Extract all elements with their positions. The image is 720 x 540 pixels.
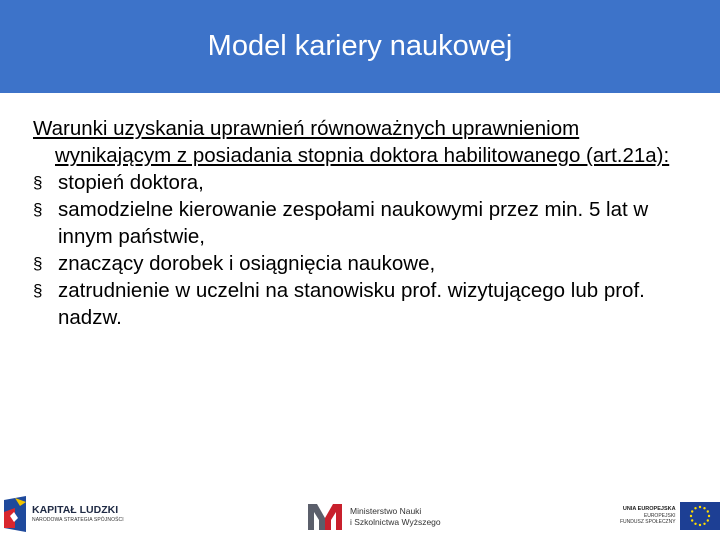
bullet-item: [33, 250, 698, 277]
bullet-text: samodzielne kierowanie zespołami naukowymi przez min. 5 lat w innym państwie,: [58, 198, 649, 248]
bullet-text: zatrudnienie w uczelni na stanowisku prof. wizytującego lub prof. nadzw.: [58, 279, 645, 329]
ministry-emblem-icon: [308, 504, 342, 530]
eu-logo: [620, 502, 720, 530]
bullet-item: [33, 169, 698, 196]
bullet-item: [33, 277, 698, 331]
eu-fund-line2: FUNDUSZ SPOŁECZNY: [620, 518, 676, 525]
kapital-ludzki-logo: [2, 494, 124, 534]
bullet-text: stopień doktora,: [58, 171, 204, 194]
eu-flag-icon: [680, 502, 720, 530]
ministry-name-line2: i Szkolnictwa Wyższego: [350, 517, 441, 527]
section-sign-bullet: §: [33, 200, 43, 219]
section-sign-bullet: §: [33, 281, 43, 300]
slide-content: [33, 115, 698, 331]
slide-title: Model kariery naukowej: [207, 30, 513, 62]
bullet-list: [33, 169, 698, 331]
kapital-ludzki-emblem-icon: [2, 494, 28, 534]
eu-fund-line1: EUROPEJSKI: [643, 512, 676, 519]
ministry-name-line1: Ministerstwo Nauki: [350, 506, 422, 516]
title-bar: [0, 0, 720, 93]
kapital-ludzki-subtitle: NARODOWA STRATEGIA SPÓJNOŚCI: [32, 516, 124, 523]
section-sign-bullet: §: [33, 173, 43, 192]
section-sign-bullet: §: [33, 254, 43, 273]
eu-name: UNIA EUROPEJSKA: [622, 506, 676, 513]
ministry-logo: [308, 504, 441, 530]
bullet-item: [33, 196, 698, 250]
footer-logos: [0, 492, 720, 540]
intro-text: Warunki uzyskania uprawnień równoważnych uprawnieniom wynikającym z posiadania stopnia doktora habilitowanego (art.21a):: [33, 117, 670, 167]
kapital-ludzki-name: KAPITAŁ LUDZKI: [32, 504, 119, 517]
bullet-text: znaczący dorobek i osiągnięcia naukowe,: [58, 252, 436, 275]
